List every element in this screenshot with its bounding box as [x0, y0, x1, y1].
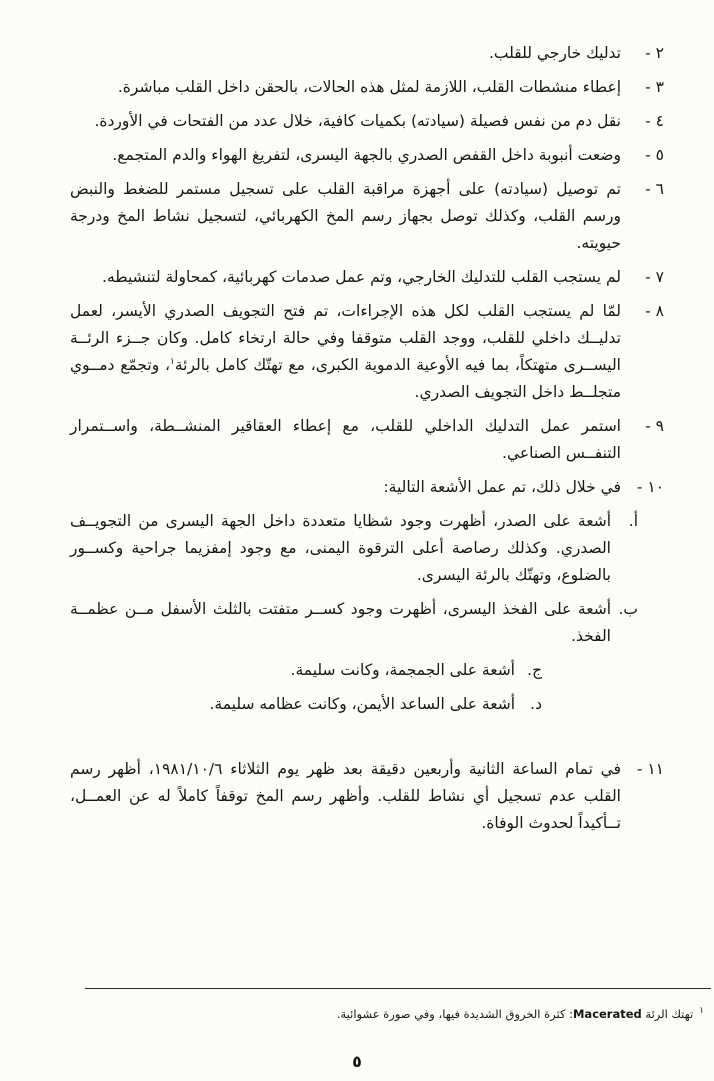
item-number: ٦ -: [645, 180, 664, 198]
item-number: ١١ -: [636, 760, 664, 778]
list-item: [70, 474, 664, 501]
footnote-divider: [85, 988, 711, 989]
list-item: [70, 108, 664, 135]
list-item: [70, 142, 664, 169]
sub-list-item: [70, 508, 638, 589]
page-number: ٥: [352, 1052, 362, 1071]
list-item: [70, 756, 664, 837]
sub-item-letter: أ.: [628, 512, 638, 530]
item-text: استمر عمل التدليك الداخلي للقلب، مع إعطاء العقاقير المنشــطة، واســتمرار التنفــس الصناعي.: [70, 417, 621, 462]
footnote-term: تهتك الرئة: [645, 1007, 694, 1021]
sub-item-text: أشعة على الجمجمة، وكانت سليمة.: [290, 661, 515, 679]
item-number: ٣ -: [645, 78, 664, 96]
sub-item-letter: د.: [530, 695, 542, 713]
item-text: وضعت أنبوبة داخل القفص الصدري بالجهة اليسرى، لتفريغ الهواء والدم المتجمع.: [112, 146, 621, 164]
list-item: [70, 74, 664, 101]
list-item: [70, 298, 664, 406]
sub-item-letter: ب.: [618, 600, 638, 618]
item-number: ٨ -: [645, 302, 664, 320]
footnote-latin-term: Macerated: [572, 1007, 642, 1021]
item-number: ٤ -: [645, 112, 664, 130]
list-item: [70, 176, 664, 257]
item-text: تدليك خارجي للقلب.: [488, 44, 621, 62]
item-text-part: ، وتجمّع دمــوي متجلــط داخل التجويف الصدري.: [70, 356, 621, 401]
list-item: [70, 413, 664, 467]
item-text: إعطاء منشطات القلب، اللازمة لمثل هذه الحالات، بالحقن داخل القلب مباشرة.: [117, 78, 621, 96]
item-text: في خلال ذلك، تم عمل الأشعة التالية:: [383, 478, 621, 496]
item-number: ١٠ -: [636, 478, 664, 496]
item-text: نقل دم من نفس فصيلة (سيادته) بكميات كافية، خلال عدد من الفتحات في الأوردة.: [94, 112, 621, 130]
item-text-part: لمّا لم يستجب القلب لكل هذه الإجراءات، تم فتح التجويف الصدري الأيسر، لعمل تدليــك داخلي للقلب، ووجد القلب متوقفا وفي حالة ارتخاء كامل. وكان جــزء الرئــة اليســرى متهتكاً، بما فيه الأوعية الدموية الكبرى، مع تهتّك كامل بالرئة: [70, 302, 621, 374]
item-number: ٥ -: [645, 146, 664, 164]
item-text: لم يستجب القلب للتدليك الخارجي، وتم عمل صدمات كهربائية، كمحاولة لتنشيطه.: [102, 268, 621, 286]
item-text: [70, 298, 621, 406]
footnote-marker: ١: [699, 1006, 704, 1017]
footnote-reference: ١: [169, 356, 175, 367]
list-item: [70, 40, 664, 67]
item-number: ٢ -: [645, 44, 664, 62]
footnote-text: : كثرة الخروق الشديدة فيها، وفي صورة عشوائية.: [336, 1007, 573, 1021]
item-text: في تمام الساعة الثانية وأربعين دقيقة بعد ظهر يوم الثلاثاء ١٩٨١/١٠/٦، أظهر رسم القلب عدم تسجيل أي نشاط للقلب. وأظهر رسم المخ توقفاً كاملاً له عن العمــل، تــأكيداً لحدوث الوفاة.: [70, 760, 622, 832]
item-number: ٩ -: [645, 417, 664, 435]
footnote: [85, 1002, 704, 1023]
body-text: [70, 40, 664, 844]
sub-list-item: [70, 657, 542, 684]
sub-item-text: أشعة على الساعد الأيمن، وكانت عظامه سليمة.: [209, 695, 515, 713]
sub-item-letter: ج.: [527, 661, 542, 679]
sub-item-text: أشعة على الفخذ اليسرى، أظهرت وجود كســر متفتت بالثلث الأسفل مــن عظمــة الفخذ.: [70, 600, 611, 645]
item-text: تم توصيل (سيادته) على أجهزة مراقبة القلب على تسجيل مستمر للضغط والنبض ورسم القلب، وكذلك توصل بجهاز رسم المخ الكهربائي، لتسجيل نشاط المخ ودرجة حيويته.: [70, 180, 621, 252]
sub-list-item: [70, 691, 542, 718]
sub-list-item: [70, 596, 638, 650]
item-number: ٧ -: [645, 268, 664, 286]
sub-item-text: أشعة على الصدر، أظهرت وجود شظايا متعددة داخل الجهة اليسرى من التجويــف الصدري. وكذلك رصاصة أعلى الترقوة اليمنى، مع وجود إمفزيما جراحية وكســور بالضلوع، وتهتّك بالرئة اليسرى.: [70, 512, 611, 584]
list-item: [70, 264, 664, 291]
